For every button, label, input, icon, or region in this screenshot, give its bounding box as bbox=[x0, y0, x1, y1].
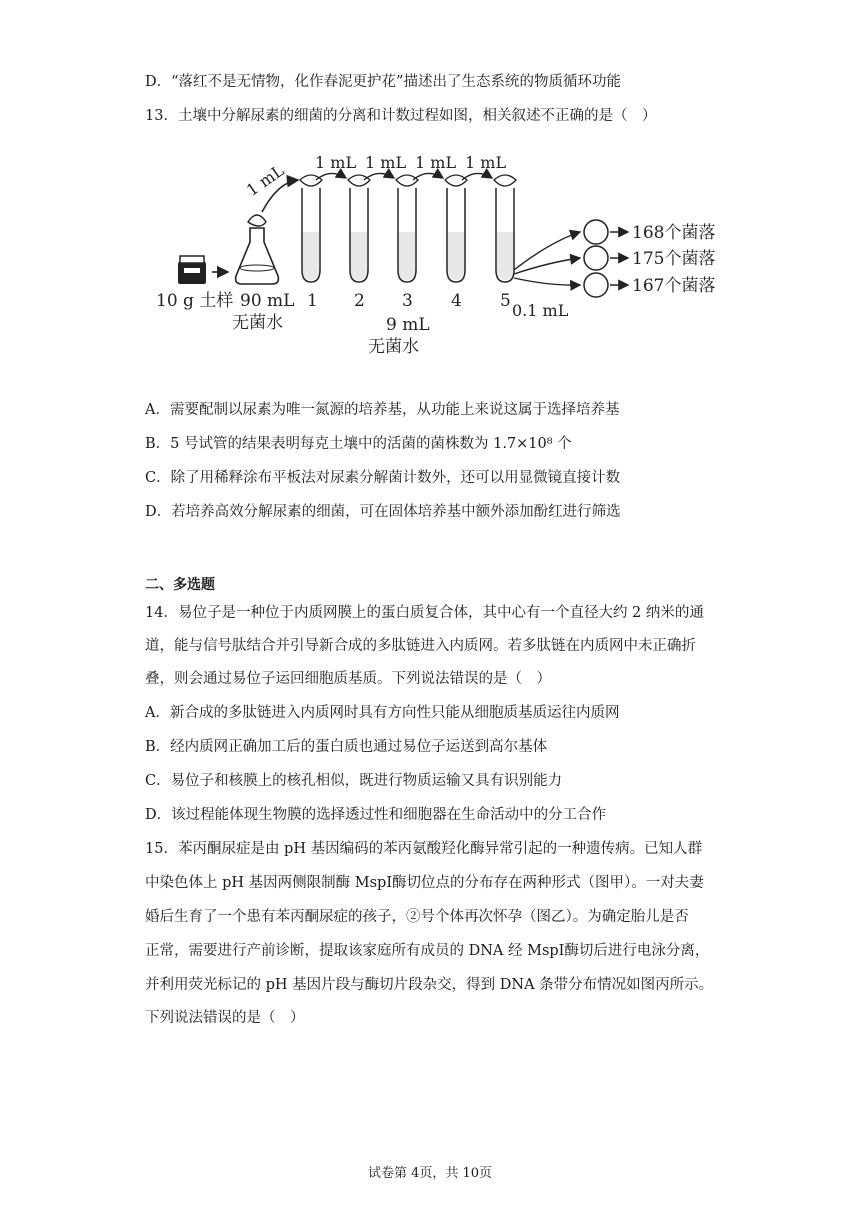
dilution-figure bbox=[150, 150, 750, 355]
petri-dish-2 bbox=[584, 246, 608, 270]
q15-line-5: 并利用荧光标记的 pH 基因片段与酶切片段杂交，得到 DNA 条带分布情况如图丙所示。 bbox=[145, 977, 714, 993]
test-tubes bbox=[300, 175, 516, 282]
q13-option-d: D．若培养高效分解尿素的细菌，可在固体培养基中额外添加酚红进行筛选 bbox=[145, 504, 621, 520]
q13-option-c: C．除了用稀释涂布平板法对尿素分解菌计数外，还可以用显微镜直接计数 bbox=[145, 470, 621, 486]
colony-count-2: 175个菌落 bbox=[632, 249, 716, 269]
transfer-label-4: 1 mL bbox=[465, 153, 507, 172]
q12-option-d: D．“落红不是无情物，化作春泥更护花”描述出了生态系统的物质循环功能 bbox=[145, 74, 621, 90]
q15-line-2: 中染色体上 pH 基因两侧限制酶 MspI酶切位点的分布存在两种形式（图甲）。一对夫妻 bbox=[145, 875, 704, 891]
transfer-label-1: 1 mL bbox=[315, 153, 357, 172]
q15-line-4: 正常，需要进行产前诊断，提取该家庭所有成员的 DNA 经 MspI酶切后进行电泳分离， bbox=[145, 943, 710, 959]
tube-number-2: 2 bbox=[354, 291, 365, 311]
q15-line-1: 15．苯丙酮尿症是由 pH 基因编码的苯丙氨酸羟化酶异常引起的一种遗传病。已知人群 bbox=[145, 841, 703, 857]
tube-1 bbox=[300, 175, 322, 282]
tube-2 bbox=[348, 175, 370, 282]
flask-volume-label: 90 mL bbox=[240, 291, 295, 311]
q13-option-a: A．需要配制以尿素为唯一氮源的培养基，从功能上来说这属于选择培养基 bbox=[145, 402, 620, 418]
q14-option-d: D．该过程能体现生物膜的选择透过性和细胞器在生命活动中的分工合作 bbox=[145, 807, 607, 823]
q15-line-3: 婚后生育了一个患有苯丙酮尿症的孩子，②号个体再次怀孕（图乙）。为确定胎儿是否 bbox=[145, 909, 689, 925]
q13-option-b: B．5 号试管的结果表明每克土壤中的活菌的菌株数为 1.7×10⁸ 个 bbox=[145, 436, 572, 452]
tube-number-5: 5 bbox=[500, 291, 511, 311]
tube-4 bbox=[445, 175, 467, 282]
petri-dish-3 bbox=[584, 273, 608, 297]
q14-line-3: 叠，则会通过易位子运回细胞质基质。下列说法错误的是（ ） bbox=[145, 671, 551, 687]
soil-label: 10 g 土样 bbox=[156, 291, 234, 311]
tube-5 bbox=[494, 175, 516, 282]
q14-line-2: 道，能与信号肽结合并引导新合成的多肽链进入内质网。若多肽链在内质网中未正确折 bbox=[145, 638, 696, 654]
q13-stem: 13．土壤中分解尿素的细菌的分离和计数过程如图，相关叙述不正确的是（ ） bbox=[145, 108, 657, 124]
petri-dish-1 bbox=[584, 220, 608, 244]
plating-arrow-3 bbox=[514, 278, 580, 285]
q14-option-c: C．易位子和核膜上的核孔相似，既进行物质运输又具有识别能力 bbox=[145, 773, 563, 789]
tube-number-4: 4 bbox=[451, 291, 462, 311]
page-footer: 试卷第 4页，共 10页 bbox=[367, 1166, 493, 1181]
tube-3 bbox=[396, 175, 418, 282]
colony-count-3: 167个菌落 bbox=[632, 276, 716, 296]
tube-number-1: 1 bbox=[307, 291, 318, 311]
tube-water-volume: 9 mL bbox=[386, 315, 430, 335]
transfer-label-3: 1 mL bbox=[415, 153, 457, 172]
flask bbox=[236, 215, 279, 284]
transfer-label-0: 1 mL bbox=[242, 160, 288, 200]
q14-option-a: A．新合成的多肽链进入内质网时具有方向性只能从细胞质基质运往内质网 bbox=[145, 705, 620, 721]
tube-number-3: 3 bbox=[402, 291, 413, 311]
plating-arrow-2 bbox=[514, 258, 580, 274]
q14-line-1: 14．易位子是一种位于内质网膜上的蛋白质复合体，其中心有一个直径大约 2 纳米的通 bbox=[145, 605, 704, 621]
tube-water-label: 无菌水 bbox=[368, 337, 419, 355]
colony-count-1: 168个菌落 bbox=[632, 223, 716, 243]
petri-dishes bbox=[584, 220, 608, 297]
flask-water-label: 无菌水 bbox=[232, 313, 283, 333]
transfer-label-2: 1 mL bbox=[365, 153, 407, 172]
q14-option-b: B．经内质网正确加工后的蛋白质也通过易位子运送到高尔基体 bbox=[145, 739, 548, 755]
soil-container bbox=[178, 256, 206, 284]
plating-volume-label: 0.1 mL bbox=[512, 301, 569, 320]
q15-line-6: 下列说法错误的是（ ） bbox=[145, 1010, 305, 1026]
section-title-multiple-choice: 二、多选题 bbox=[145, 577, 215, 593]
